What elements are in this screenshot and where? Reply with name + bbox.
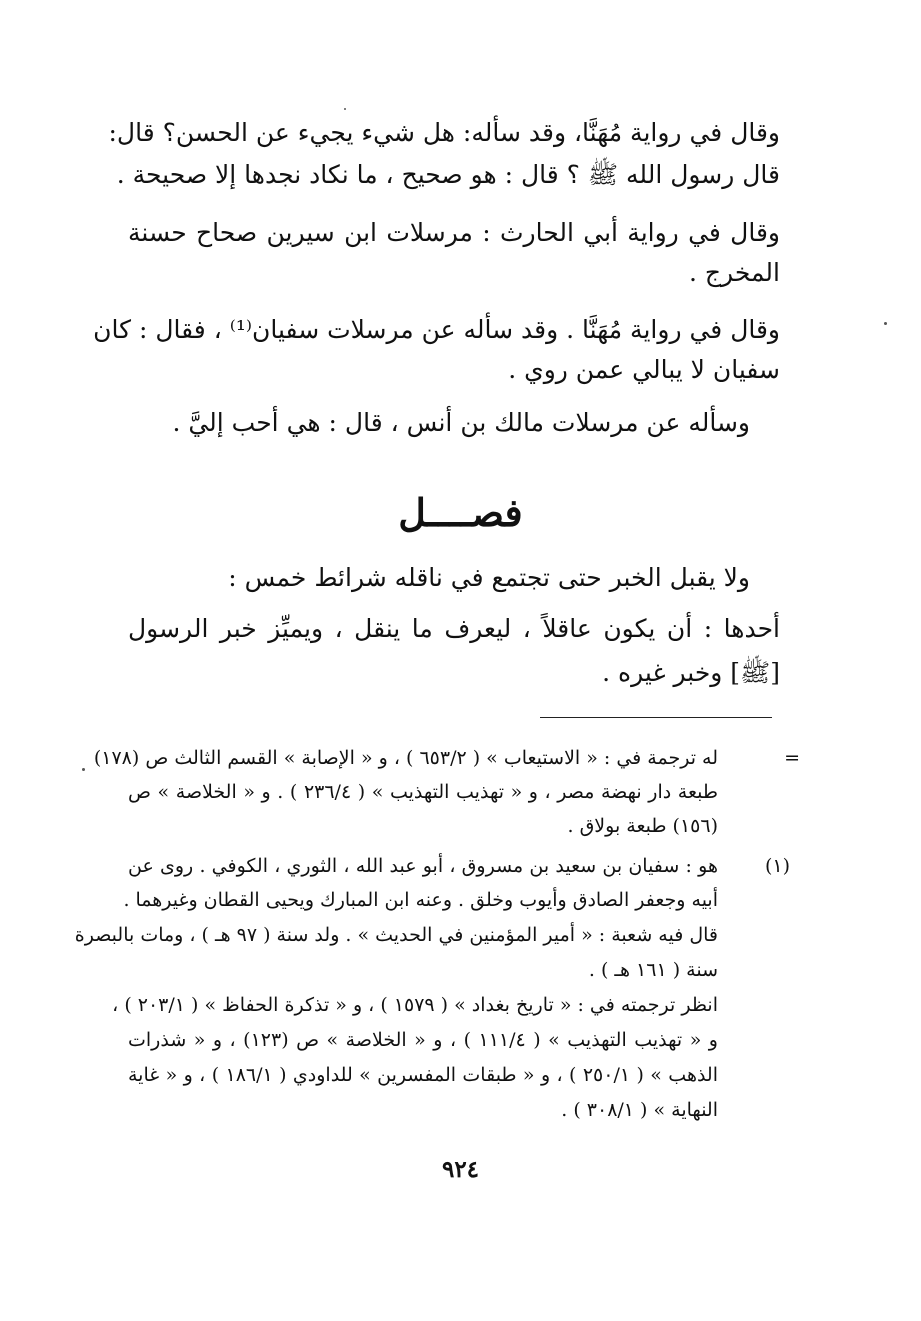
- page-number: ٩٢٤: [441, 1156, 480, 1183]
- text-line: قال رسول الله ﷺ ؟ قال : هو صحيح ، ما نكاد نجدها إلا صحيحة .: [116, 160, 780, 189]
- footnote-line: الذهب » ( ٢٥٠/١ ) ، و « طبقات المفسرين » للداودي ( ١٨٦/١ ) ، و « غاية: [128, 1064, 719, 1086]
- text-line: وسأله عن مرسلات مالك بن أنس ، قال : هي أحب إليَّ .: [172, 408, 750, 437]
- footnote-line: له ترجمة في : « الاستيعاب » ( ٦٥٣/٢ ) ، و « الإصابة » القسم الثالث ص (١٧٨): [93, 747, 718, 769]
- scan-speck: [344, 108, 346, 110]
- footnote-line: سنة ( ١٦١ هـ ) .: [588, 959, 718, 981]
- text-line: [ﷺ] وخبر غيره .: [602, 658, 780, 687]
- scan-speck: [884, 322, 887, 325]
- text-line: وقال في رواية مُهَنَّا، وقد سأله: هل شيء يجيء عن الحسن؟ قال:: [108, 118, 780, 147]
- footnote-line: قال فيه شعبة : « أمير المؤمنين في الحديث » . ولد سنة ( ٩٧ هـ ) ، ومات بالبصرة: [74, 924, 718, 946]
- footnote-line: (١٥٦) طبعة بولاق .: [567, 815, 718, 837]
- footnote-line: و « تهذيب التهذيب » ( ١١١/٤ ) ، و « الخلاصة » ص (١٢٣) ، و « شذرات: [128, 1029, 718, 1051]
- section-heading: فصــــل: [398, 490, 523, 535]
- text-line: وقال في رواية أبي الحارث : مرسلات ابن سيرين صحاح حسنة: [128, 218, 780, 247]
- footnote-line: أبيه وجعفر الصادق وأيوب وخلق . وعنه ابن المبارك ويحيى القطان وغيرهما .: [123, 889, 718, 911]
- text-line: أحدها : أن يكون عاقلاً ، ليعرف ما ينقل ، ويميِّز خبر الرسول: [128, 614, 780, 643]
- footnote-line: انظر ترجمته في : « تاريخ بغداد » ( ١٥٧٩ ) ، و « تذكرة الحفاظ » ( ٢٠٣/١ ) ،: [112, 994, 718, 1016]
- continuation-mark: =: [784, 747, 800, 769]
- footnote-number: (١): [764, 855, 790, 877]
- text-line: ولا يقبل الخبر حتى تجتمع في ناقله شرائط خمس :: [228, 563, 750, 592]
- footnotes: [74, 0, 800, 1140]
- scan-speck: [82, 768, 85, 771]
- footnote-line: هو : سفيان بن سعيد بن مسروق ، أبو عبد الله ، الثوري ، الكوفي . روى عن: [128, 855, 718, 877]
- footnote-line: طبعة دار نهضة مصر ، و « تهذيب التهذيب » ( ٢٣٦/٤ ) . و « الخلاصة » ص: [128, 781, 718, 803]
- text-line: سفيان لا يبالي عمن روي .: [508, 355, 780, 384]
- text-line: المخرج .: [689, 258, 780, 287]
- footnote-line: النهاية » ( ٣٠٨/١ ) .: [561, 1099, 718, 1121]
- text-line: وقال في رواية مُهَنَّا . وقد سأله عن مرسلات سفيان⁽¹⁾ ، فقال : كان: [93, 315, 780, 344]
